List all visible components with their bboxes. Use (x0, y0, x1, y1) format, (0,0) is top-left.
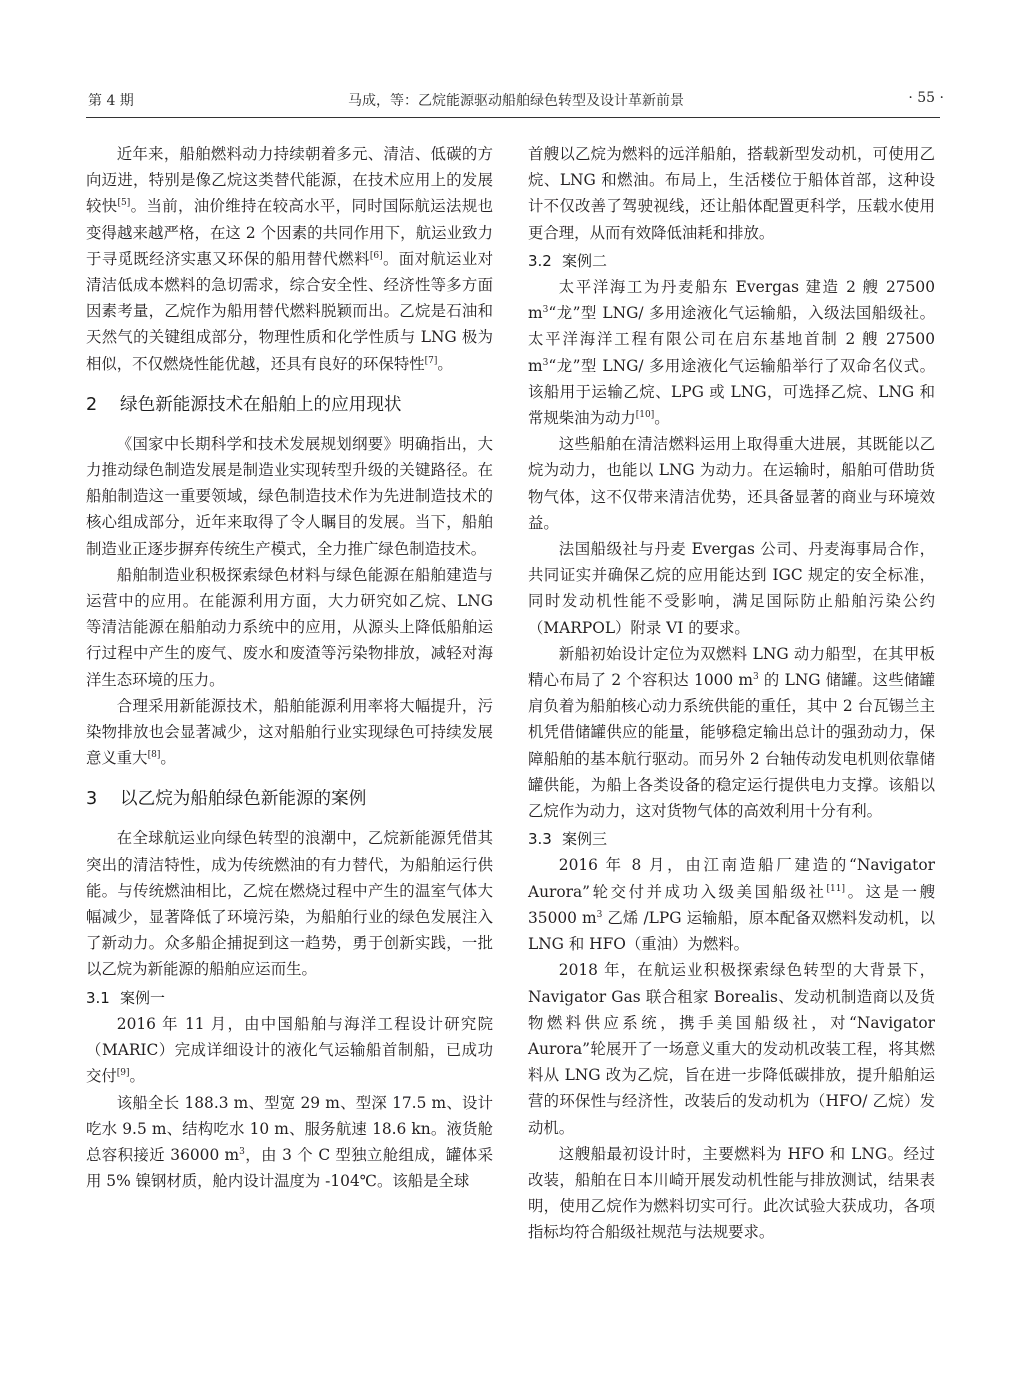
left-column (86, 141, 493, 1194)
citation: [8] (147, 750, 161, 761)
superscript: 3 (239, 1146, 245, 1157)
body-paragraph: 2018 年，在航运业积极探索绿色转型的大背景下，Navigator Gas 联合租家 Borealis、发动机制造商以及货物燃料供应系统，携手美国船级社，对“Navigator Aurora”轮展开了一场意义重大的发动机改装工程，将其燃料从 LNG 改为乙烷，旨在进一步降低碳排放，提升船舶运营的环保性与经济性，改装后的发动机为（HFO/ 乙烷）发动机。 (528, 961, 935, 1137)
section-2-heading: 2 绿色新能源技术在船舶上的应用现状 (86, 394, 402, 415)
citation: [11] (826, 883, 846, 894)
body-paragraph: 太平洋海工为丹麦船东 Evergas 建造 2 艘 27500 $m^3“$龙”型 LNG/ 多用途液化气运输船，入级法国船级社。太平洋海洋工程有限公司在启东基地首制 2 艘 27500 $m^3“$龙”型 LNG/ 多用途液化气运输船举行了双命名仪式。该船用于运输乙烷、LPG 或 LNG，可选择乙烷、LNG 和常规柴油为动力[10]。 (528, 278, 935, 428)
body-paragraph: 这艘船最初设计时，主要燃料为 HFO 和 LNG。经过改装，船舶在日本川崎开展发动机性能与排放测试，结果表明，使用乙烷作为燃料切实可行。此次试验大获成功，各项指标均符合船级社规范与法规要求。 (528, 1144, 935, 1242)
intro-paragraph: 近年来，船舶燃料动力持续朝着多元、清洁、低碳的方向迈进，特别是像乙烷这类替代能源，在技术应用上的发展较快[5]。当前，油价维持在较高水平，同时国际航运法规也变得越来越严格，在这 2 个因素的共同作用下，航运业致力于寻觅既经济实惠又环保的船用替代燃料[6]。面对航运业对清洁低成本燃料的急切需求，综合安全性、经济性等多方面因素考量，乙烷作为船用替代燃料脱颖而出。乙烷是石油和天然气的关键组成部分，物理性质和化学性质与 LNG 极为相似，不仅燃烧性能优越，还具有良好的环保特性[7]。 (86, 145, 493, 373)
section-3-2-heading: 3.2 案例二 (528, 251, 608, 270)
body-paragraph: 新船初始设计定位为双燃料 LNG 动力船型，在其甲板精心布局了 2 个容积达 1000 $m^3$ 的 LNG 储罐。这些储罐肩负着为船舶核心动力系统供能的重任，其中 2 台瓦锡兰主机凭借储罐供应的能量，能够稳定输出总计的强劲动力，保障船舶的基本航行驱动。而另外 2 台轴传动发电机则依靠储罐供能，为船上各类设备的稳定运行提供电力支撑。该船以乙烷作为动力，这对货物气体的高效利用十分有利。 (528, 644, 935, 821)
running-title: 马成，等：乙烷能源驱动船舶绿色转型及设计革新前景 (348, 93, 684, 109)
body-paragraph: 合理采用新能源技术，船舶能源利用率将大幅提升，污染物排放也会显著减少，这对船舶行业实现绿色可持续发展意义重大[8]。 (86, 696, 493, 768)
right-column (528, 141, 935, 1246)
body-paragraph: 《国家中长期科学和技术发展规划纲要》明确指出，大力推动绿色制造发展是制造业实现转型升级的关键路径。在船舶制造这一重要领域，绿色制造技术作为先进制造技术的核心组成部分，近年来取得了令人瞩目的发展。当下，船舶制造业正逐步摒弃传统生产模式，全力推广绿色制造技术。 (86, 434, 493, 558)
superscript: 3 (752, 672, 759, 683)
citation: [10] (635, 410, 655, 421)
section-3-1-heading: 3.1 案例一 (86, 988, 166, 1007)
page-number: · 55 · (908, 90, 944, 106)
body-paragraph: 在全球航运业向绿色转型的浪潮中，乙烷新能源凭借其突出的清洁特性，成为传统燃油的有力替代，为船舶运行供能。与传统燃油相比，乙烷在燃烧过程中产生的温室气体大幅减少，显著降低了环境污染，为船舶行业的绿色发展注入了新动力。众多船企捕捉到这一趋势，勇于创新实践，一批以乙烷为新能源的船舶应运而生。 (86, 829, 493, 979)
page-header (88, 88, 944, 112)
body-paragraph: 2016 年 8 月，由江南造船厂建造的“Navigator Aurora”轮交付并成功入级美国船级社[11]。这是一艘 35000 $m^3$ 乙烯 /LPG 运输船，原本配备双燃料发动机，以 LNG 和 HFO（重油）为燃料。 (528, 856, 935, 954)
issue-label: 第 4 期 (88, 93, 134, 109)
superscript: 3 (596, 909, 603, 920)
body-paragraph: 该船全长 188.3 m、型宽 29 m、型深 17.5 m、设计吃水 9.5 m、结构吃水 10 m、服务航速 18.6 kn。液货舱总容积接近 36000 $m^3$，由 3 个 C 型独立舱组成，罐体采用 5% 镍钢材质，舱内设计温度为 -104℃。该船是全球 (86, 1093, 493, 1191)
body-paragraph: 首艘以乙烷为燃料的远洋船舶，搭载新型发动机，可使用乙烷、LNG 和燃油。布局上，生活楼位于船体首部，这种设计不仅改善了驾驶视线，还让船体配置更科学，压载水使用更合理，从而有效降低油耗和排放。 (528, 145, 935, 242)
citation: [5] (117, 198, 131, 209)
body-paragraph: 船舶制造业积极探索绿色材料与绿色能源在船舶建造与运营中的应用。在能源利用方面，大力研究如乙烷、LNG 等清洁能源在船舶动力系统中的应用，从源头上降低船舶运行过程中产生的废气、废水和废渣等污染物排放，减轻对海洋生态环境的压力。 (86, 565, 493, 689)
header-rule (86, 117, 940, 118)
superscript: 3 (542, 357, 549, 368)
citation: [6] (369, 250, 383, 261)
citation: [7] (424, 355, 438, 366)
body-paragraph: 这些船舶在清洁燃料运用上取得重大进展，其既能以乙烷为动力，也能以 LNG 为动力。在运输时，船舶可借助货物气体，这不仅带来清洁优势，还具备显著的商业与环境效益。 (528, 435, 935, 532)
citation: [9] (116, 1068, 130, 1079)
body-paragraph: 2016 年 11 月，由中国船舶与海洋工程设计研究院（MARIC）完成详细设计的液化气运输船首制船，已成功交付[9]。 (86, 1014, 493, 1086)
body-paragraph: 法国船级社与丹麦 Evergas 公司、丹麦海事局合作，共同证实并确保乙烷的应用能达到 IGC 规定的安全标准，同时发动机性能不受影响，满足国际防止船舶污染公约（MARPOL）附录 VI 的要求。 (528, 540, 935, 637)
superscript: 3 (542, 305, 549, 316)
section-3-heading: 3 以乙烷为船舶绿色新能源的案例 (86, 789, 367, 810)
section-3-3-heading: 3.3 案例三 (528, 830, 608, 849)
